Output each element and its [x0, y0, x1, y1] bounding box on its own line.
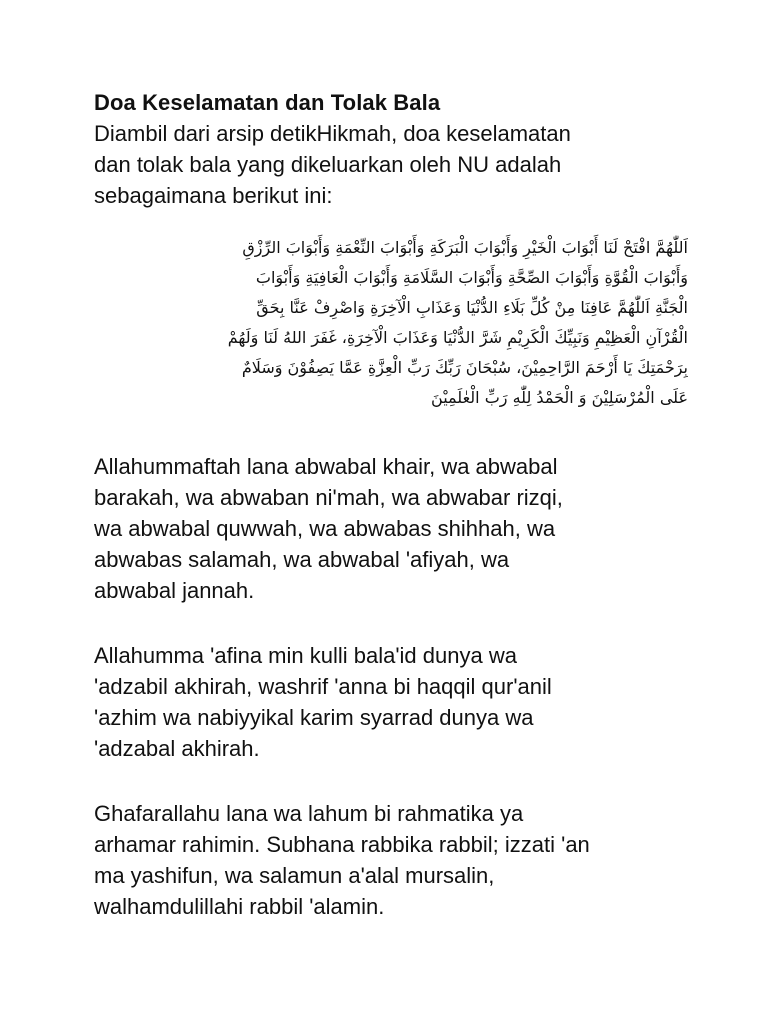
transliteration-line: abwabas salamah, wa abwabal 'afiyah, wa	[94, 547, 510, 572]
transliteration-line: wa abwabal quwwah, wa abwabas shihhah, wa	[94, 516, 556, 541]
arabic-line: الْقُرْآنِ الْعَظِيْمِ وَنَبِيِّكَ الْكَرِيْمِ شَرَّ الدُّنْيَا وَعَذَابَ الْآخِرَةِ، غَفَرَ اللهُ لَنَا وَلَهُمْ	[227, 328, 688, 347]
arabic-line: اَللّٰهُمَّ افْتَحْ لَنَا أَبْوَابَ الْخَيْرِ وَأَبْوَابَ الْبَرَكَةِ وَأَبْوَابَ النِّعْمَةِ وَأَبْوَابَ الرِّزْقِ	[242, 238, 688, 257]
arabic-line: بِرَحْمَتِكَ يَا أَرْحَمَ الرَّاحِمِيْنَ، سُبْحَانَ رَبِّكَ رَبِّ الْعِزَّةِ عَمَّا يَصِفُوْنَ وَسَلَامٌ	[241, 358, 688, 377]
transliteration-line: Ghafarallahu lana wa lahum bi rahmatika ya	[94, 801, 524, 826]
arabic-line: الْجَنَّةِ اَللّٰهُمَّ عَافِنَا مِنْ كُلِّ بَلَاءِ الدُّنْيَا وَعَذَابِ الْآخِرَةِ وَاصْرِفْ عَنَّا بِحَقِّ	[256, 298, 688, 317]
transliteration-line: 'adzabil akhirah, washrif 'anna bi haqqil qur'anil	[94, 674, 552, 699]
transliteration-line: arhamar rahimin. Subhana rabbika rabbil; izzati 'an	[94, 832, 590, 857]
transliteration-line: abwabal jannah.	[94, 578, 255, 603]
document-page	[94, 88, 688, 922]
transliteration-paragraph-1	[94, 451, 684, 606]
arabic-line: وَأَبْوَابَ الْقُوَّةِ وَأَبْوَابَ الصِّحَّةِ وَأَبْوَابَ السَّلَامَةِ وَأَبْوَابَ الْعَافِيَةِ وَأَبْوَابَ	[255, 268, 688, 287]
intro-line: sebagaimana berikut ini:	[94, 183, 333, 208]
transliteration-line: walhamdulillahi rabbil 'alamin.	[94, 894, 385, 919]
arabic-line: عَلَى الْمُرْسَلِيْنَ وَ الْحَمْدُ لِلّٰهِ رَبِّ الْعٰلَمِيْنَ	[431, 388, 688, 407]
arabic-prayer-text	[94, 233, 688, 413]
intro-paragraph	[94, 118, 684, 211]
transliteration-line: 'azhim wa nabiyyikal karim syarrad dunya wa	[94, 705, 534, 730]
transliteration-line: ma yashifun, wa salamun a'alal mursalin,	[94, 863, 495, 888]
transliteration-paragraph-2	[94, 640, 684, 764]
transliteration-paragraph-3	[94, 798, 684, 922]
transliteration-line: barakah, wa abwaban ni'mah, wa abwabar rizqi,	[94, 485, 563, 510]
transliteration-line: 'adzabal akhirah.	[94, 736, 260, 761]
document-title: Doa Keselamatan dan Tolak Bala	[94, 90, 441, 115]
transliteration-line: Allahummaftah lana abwabal khair, wa abwabal	[94, 454, 558, 479]
transliteration-line: Allahumma 'afina min kulli bala'id dunya wa	[94, 643, 517, 668]
intro-line: Diambil dari arsip detikHikmah, doa keselamatan	[94, 121, 571, 146]
intro-line: dan tolak bala yang dikeluarkan oleh NU adalah	[94, 152, 562, 177]
